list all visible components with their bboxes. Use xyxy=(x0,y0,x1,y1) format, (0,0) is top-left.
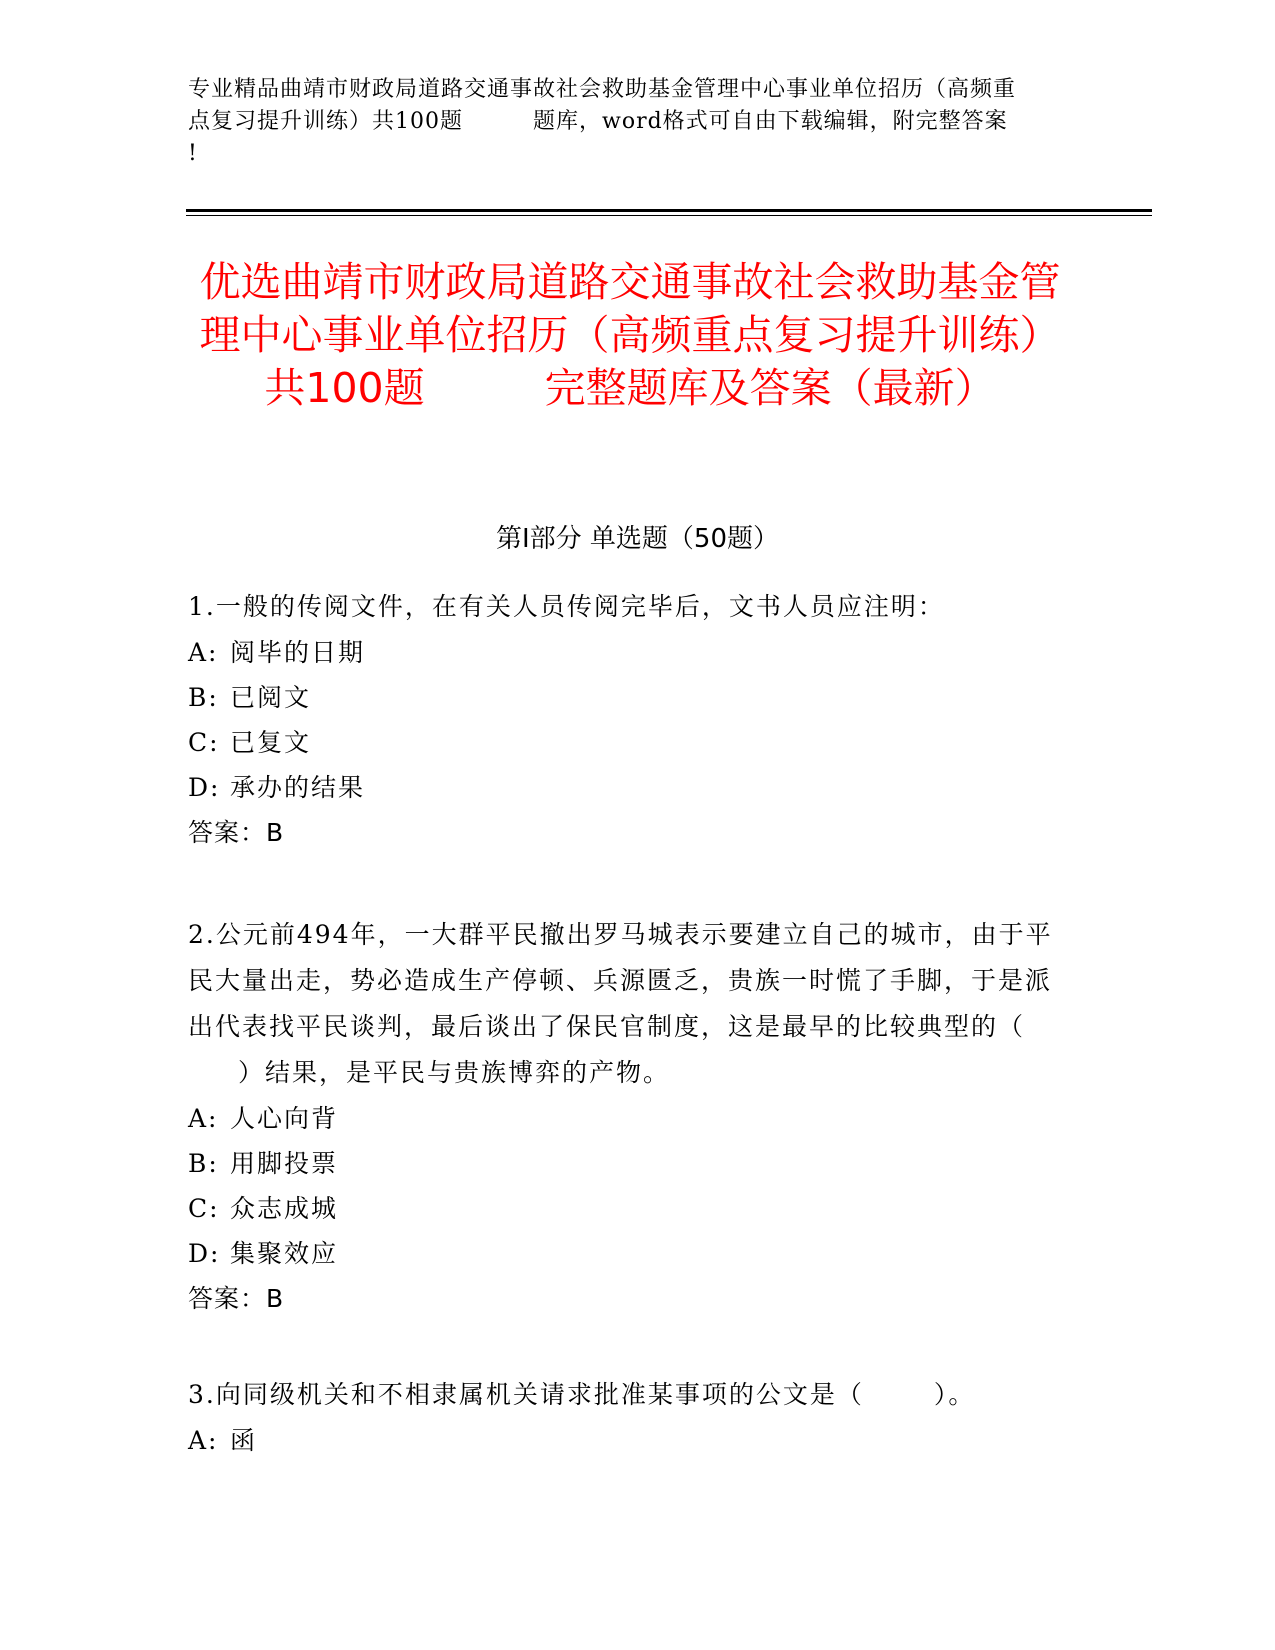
option-text: 集聚效应 xyxy=(230,1239,339,1268)
header-note-line-1: 专业精品曲靖市财政局道路交通事故社会救助基金管理中心事业单位招历（高频重 xyxy=(188,77,1017,102)
option-a xyxy=(188,1418,1068,1463)
option-a xyxy=(188,1096,1068,1141)
header-note-line-2-start: 点复习提升训练）共100题 xyxy=(188,109,463,134)
question-stem-start: 2.公元前494年，一大群平民撤出罗马城表示要建立自己的城市，由于平民大量出走，势必造成生产停顿、兵源匮乏，贵族一时慌了手脚，于是派出代表找平民谈判，最后谈出了保民官制度，这是最早的比较典型的（ xyxy=(188,920,1053,1041)
question-1 xyxy=(188,584,1068,856)
option-a xyxy=(188,630,1068,675)
answer: 答案：B xyxy=(188,818,285,847)
answer: 答案：B xyxy=(188,1284,285,1313)
option-text: 已复文 xyxy=(230,728,312,757)
option-key: A: xyxy=(188,1426,219,1455)
document-title xyxy=(190,256,1070,415)
document-title-part-2: 完整题库及答案（最新） xyxy=(544,364,996,412)
option-key: A: xyxy=(188,638,219,667)
document-title-part-1: 优选曲靖市财政局道路交通事故社会救助基金管理中心事业单位招历（高频重点复习提升训练）共100题 xyxy=(199,258,1061,412)
header-note xyxy=(188,74,1088,170)
question-stem-start: 3.向同级机关和不相隶属机关请求批准某事项的公文是（ xyxy=(188,1380,864,1409)
option-d xyxy=(188,765,1068,810)
option-b xyxy=(188,675,1068,720)
question-3 xyxy=(188,1372,1068,1463)
option-text: 人心向背 xyxy=(230,1104,339,1133)
option-key: C: xyxy=(188,1194,220,1223)
option-key: D: xyxy=(188,1239,221,1268)
option-text: 用脚投票 xyxy=(230,1149,339,1178)
question-stem: 1.一般的传阅文件，在有关人员传阅完毕后，文书人员应注明： xyxy=(188,592,945,621)
option-key: B: xyxy=(188,1149,219,1178)
option-text: 承办的结果 xyxy=(230,773,366,802)
option-key: A: xyxy=(188,1104,219,1133)
header-rule-thin xyxy=(186,215,1152,216)
header-rule-thick xyxy=(186,209,1152,212)
option-d xyxy=(188,1231,1068,1276)
option-text: 函 xyxy=(230,1426,258,1455)
header-note-line-3: ! xyxy=(188,141,198,166)
option-text: 众志成城 xyxy=(230,1194,339,1223)
question-stem xyxy=(188,912,1068,1096)
question-stem-end: ）。 xyxy=(933,1380,976,1409)
option-key: C: xyxy=(188,728,220,757)
question-2 xyxy=(188,912,1068,1322)
option-text: 已阅文 xyxy=(230,683,312,712)
option-b xyxy=(188,1141,1068,1186)
question-stem-end: ）结果，是平民与贵族博弈的产物。 xyxy=(238,1058,671,1087)
option-c xyxy=(188,720,1068,765)
option-key: B: xyxy=(188,683,219,712)
option-text: 阅毕的日期 xyxy=(230,638,366,667)
section-title: 第I部分 单选题（50题） xyxy=(495,524,780,554)
option-c xyxy=(188,1186,1068,1231)
question-stem xyxy=(188,1372,1068,1418)
header-note-line-2 xyxy=(188,106,1088,138)
option-key: D: xyxy=(188,773,221,802)
header-note-line-2-end: 题库，word格式可自由下载编辑，附完整答案 xyxy=(533,109,1008,134)
